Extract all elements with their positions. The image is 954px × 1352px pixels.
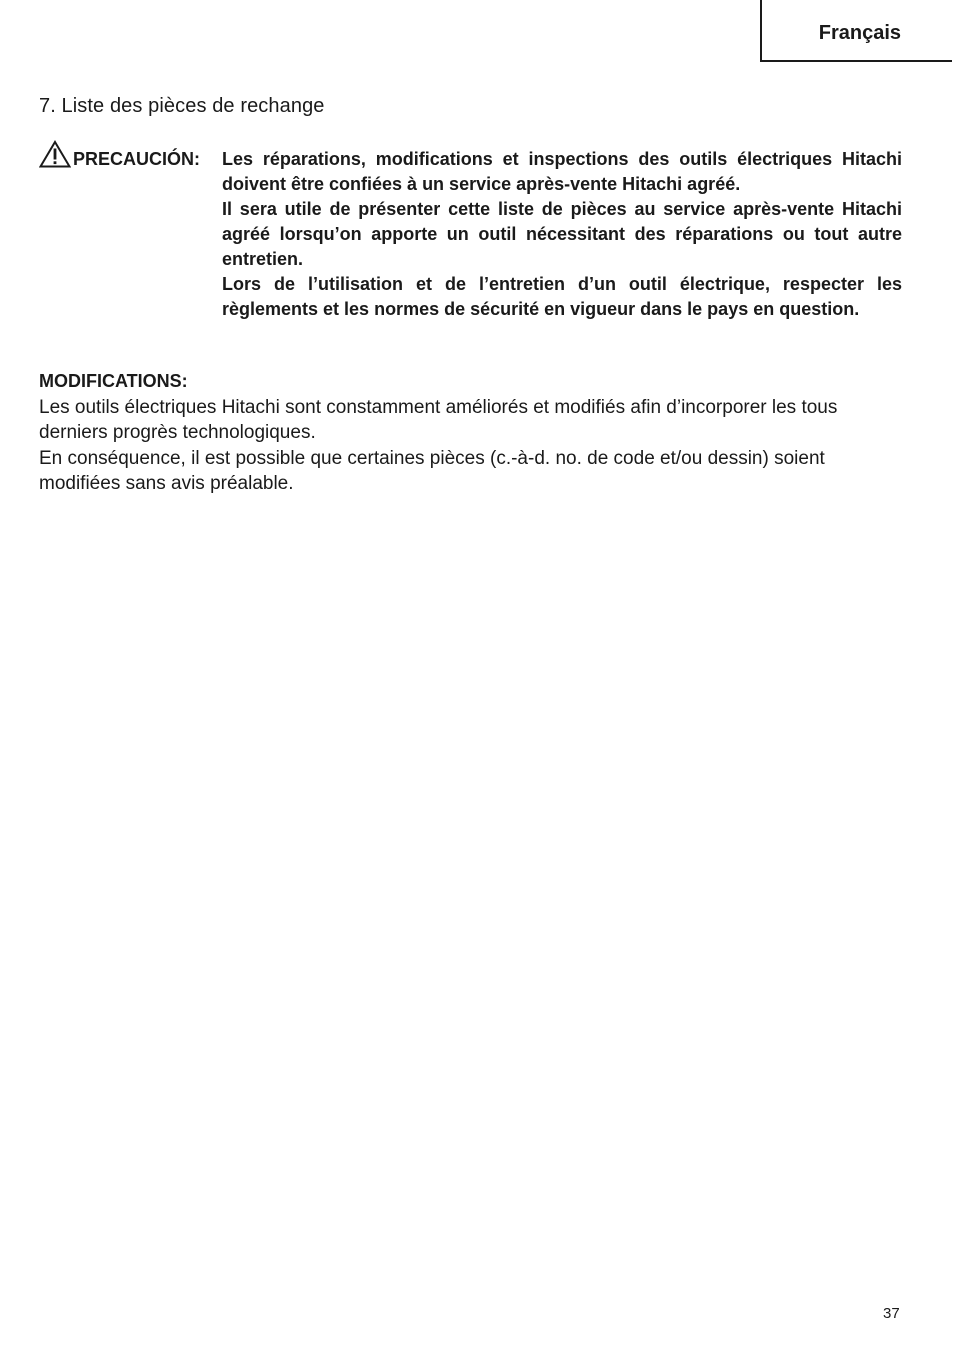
modifications-title: MODIFICATIONS: [39,371,188,391]
section-heading: 7. Liste des pièces de rechange [39,95,325,117]
caution-paragraph: Il sera utile de présenter cette liste de pièces au service après-vente Hitachi agréé lorsqu’on apporte un outil nécessitant des réparations ou tout autre entretien. [222,199,902,269]
caution-paragraph: Lors de l’utilisation et de l’entretien d’un outil électrique, respecter les règlements et les normes de sécurité en vigueur dans le pays en question. [222,274,902,319]
modifications-block [39,369,902,497]
warning-triangle-icon [39,140,71,168]
modifications-paragraph: En conséquence, il est possible que certaines pièces (c.-à-d. no. de code et/ou dessin) soient modifiées sans avis préalable. [39,447,825,494]
caution-text [222,147,902,322]
language-label: Français [818,22,901,44]
caution-paragraph: Les réparations, modifications et inspections des outils électriques Hitachi doivent être confiées à un service après-vente Hitachi agréé. [222,149,902,194]
modifications-paragraph: Les outils électriques Hitachi sont constamment améliorés et modifiés afin d’incorporer les tous derniers progrès technologiques. [39,396,838,443]
caution-label: PRECAUCIÓN: [73,149,201,169]
page-number: 37 [883,1305,900,1322]
language-tab [760,0,952,62]
